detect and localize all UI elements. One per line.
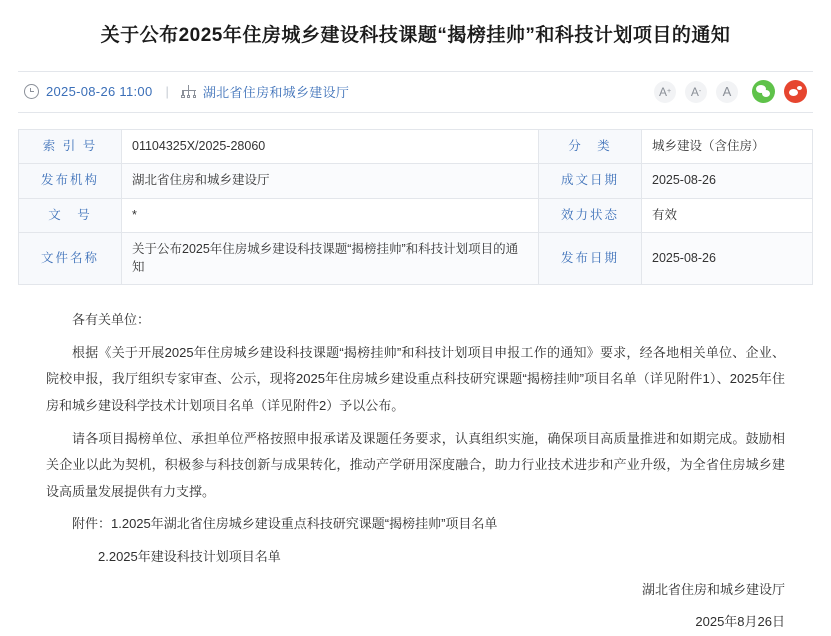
signature-date: 2025年8月26日: [695, 614, 785, 630]
document-info-table: [18, 129, 813, 286]
source-link[interactable]: 湖北省住房和城乡建设厅: [202, 85, 350, 100]
attachment-item-1: 附件：1.2025年湖北省住房城乡建设重点科技研究课题“揭榜挂帅”项目名单: [72, 516, 498, 532]
meta-right-group: [654, 80, 807, 103]
row-value-filename: 关于公布2025年住房城乡建设科技课题“揭榜挂帅”和科技计划项目的通知: [122, 233, 539, 285]
font-size-small-button[interactable]: A +: [654, 81, 676, 103]
row-value-written-date: 2025-08-26: [642, 164, 813, 199]
body-paragraph-1: 根据《关于开展2025年住房城乡建设科技课题“揭榜挂帅”和科技计划项目申报工作的通知》要求，经各地相关单位、企业、院校申报，我厅组织专家审查、公示，现将2025年住房城乡建设重点科技研究课题“揭榜挂帅”项目名单（详见附件1）、2025年住房和城乡建设科学技术计划项目名单（详见附件2）予以公布。: [46, 344, 785, 413]
row-label-filename: 文件名称: [19, 233, 122, 285]
signature-organization: 湖北省住房和城乡建设厅: [641, 581, 785, 597]
document-body: [46, 307, 785, 636]
meta-separator: |: [165, 84, 169, 99]
row-value-category: 城乡建设（含住房）: [642, 129, 813, 164]
font-large-label: A: [722, 84, 732, 99]
row-label-docnumber: 文 号: [19, 198, 122, 233]
wechat-share-icon[interactable]: [752, 80, 775, 103]
table-row: [19, 233, 813, 285]
clock-icon: [24, 84, 39, 99]
row-label-written-date: 成文日期: [539, 164, 642, 199]
row-label-index: 索 引 号: [19, 129, 122, 164]
publish-datetime: 2025-08-26 11:00: [46, 84, 153, 99]
font-size-medium-button[interactable]: A -: [685, 81, 707, 103]
org-icon: [182, 85, 196, 98]
row-label-validity: 效力状态: [539, 198, 642, 233]
row-label-publisher: 发布机构: [19, 164, 122, 199]
title-section: [0, 0, 831, 71]
page-title: 关于公布2025年住房城乡建设科技课题“揭榜挂帅”和科技计划项目的通知: [100, 25, 731, 46]
body-paragraph-2: 请各项目揭榜单位、承担单位严格按照申报承诺及课题任务要求，认真组织实施，确保项目高质量推进和如期完成。鼓励相关企业以此为契机，积极参与科技创新与成果转化，推动产学研用深度融合，助力行业技术进步和产业升级，为全省住房城乡建设高质量发展提供有力支撑。: [46, 430, 785, 499]
row-value-docnumber: *: [122, 198, 539, 233]
row-label-category: 分 类: [539, 129, 642, 164]
row-value-index: 01104325X/2025-28060: [122, 129, 539, 164]
row-value-publisher: 湖北省住房和城乡建设厅: [122, 164, 539, 199]
font-medium-label: A: [690, 84, 699, 99]
font-small-label: A: [658, 84, 667, 99]
row-value-publish-date: 2025-08-26: [642, 233, 813, 285]
attachment-item-2: 2.2025年建设科技计划项目名单: [98, 549, 281, 565]
row-value-validity: 有效: [642, 198, 813, 233]
meta-left-group: [24, 82, 654, 101]
body-salutation: 各有关单位：: [72, 312, 151, 327]
table-row: [19, 164, 813, 199]
meta-bar: [18, 71, 813, 113]
font-size-large-button[interactable]: [716, 81, 738, 103]
weibo-share-icon[interactable]: [784, 80, 807, 103]
row-label-publish-date: 发布日期: [539, 233, 642, 285]
table-row: [19, 198, 813, 233]
table-row: [19, 129, 813, 164]
